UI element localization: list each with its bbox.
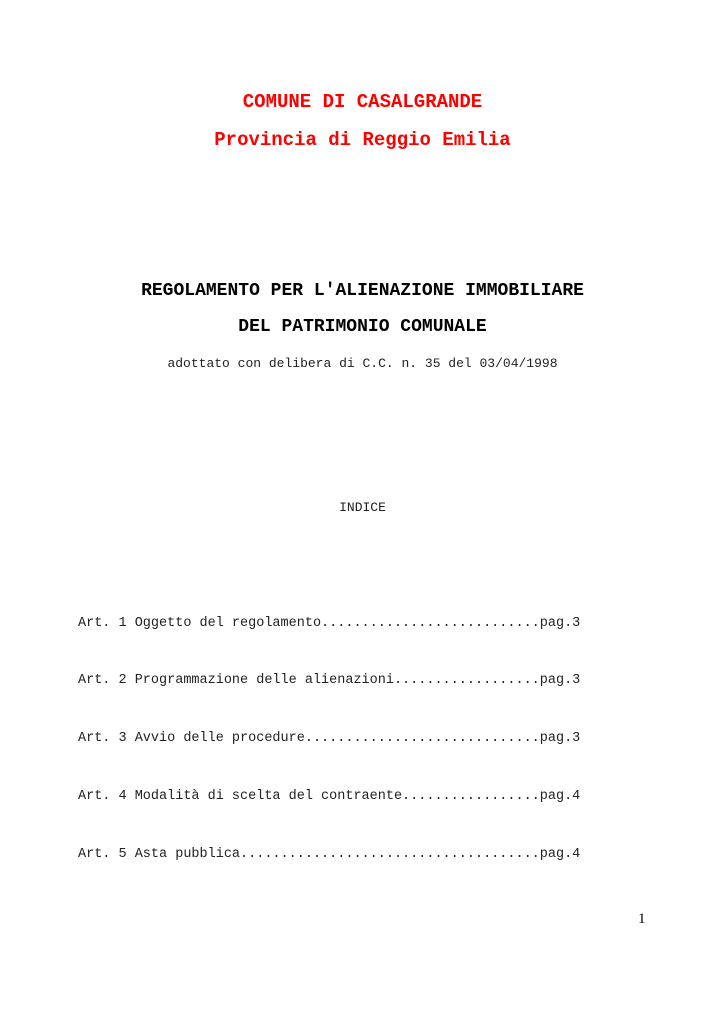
index-heading: INDICE (339, 500, 386, 515)
page-number: 1 (638, 911, 646, 927)
regulation-title-line1: REGOLAMENTO PER L'ALIENAZIONE IMMOBILIARE (141, 281, 584, 301)
toc-item-art-4: Art. 4 Modalità di scelta del contraente.................pag.4 (78, 789, 581, 804)
toc-item-art-3: Art. 3 Avvio delle procedure.............................pag.3 (78, 731, 581, 746)
toc-item-art-1: Art. 1 Oggetto del regolamento...........................pag.3 (78, 616, 581, 631)
adoption-subtitle: adottato con delibera di C.C. n. 35 del 03/04/1998 (167, 356, 558, 371)
toc-item-art-2: Art. 2 Programmazione delle alienazioni..................pag.3 (78, 673, 581, 688)
municipality-title: COMUNE DI CASALGRANDE (242, 91, 483, 113)
province-title: Provincia di Reggio Emilia (214, 129, 511, 151)
toc-item-art-5: Art. 5 Asta pubblica.....................................pag.4 (78, 847, 581, 862)
regulation-title-line2: DEL PATRIMONIO COMUNALE (238, 317, 487, 337)
